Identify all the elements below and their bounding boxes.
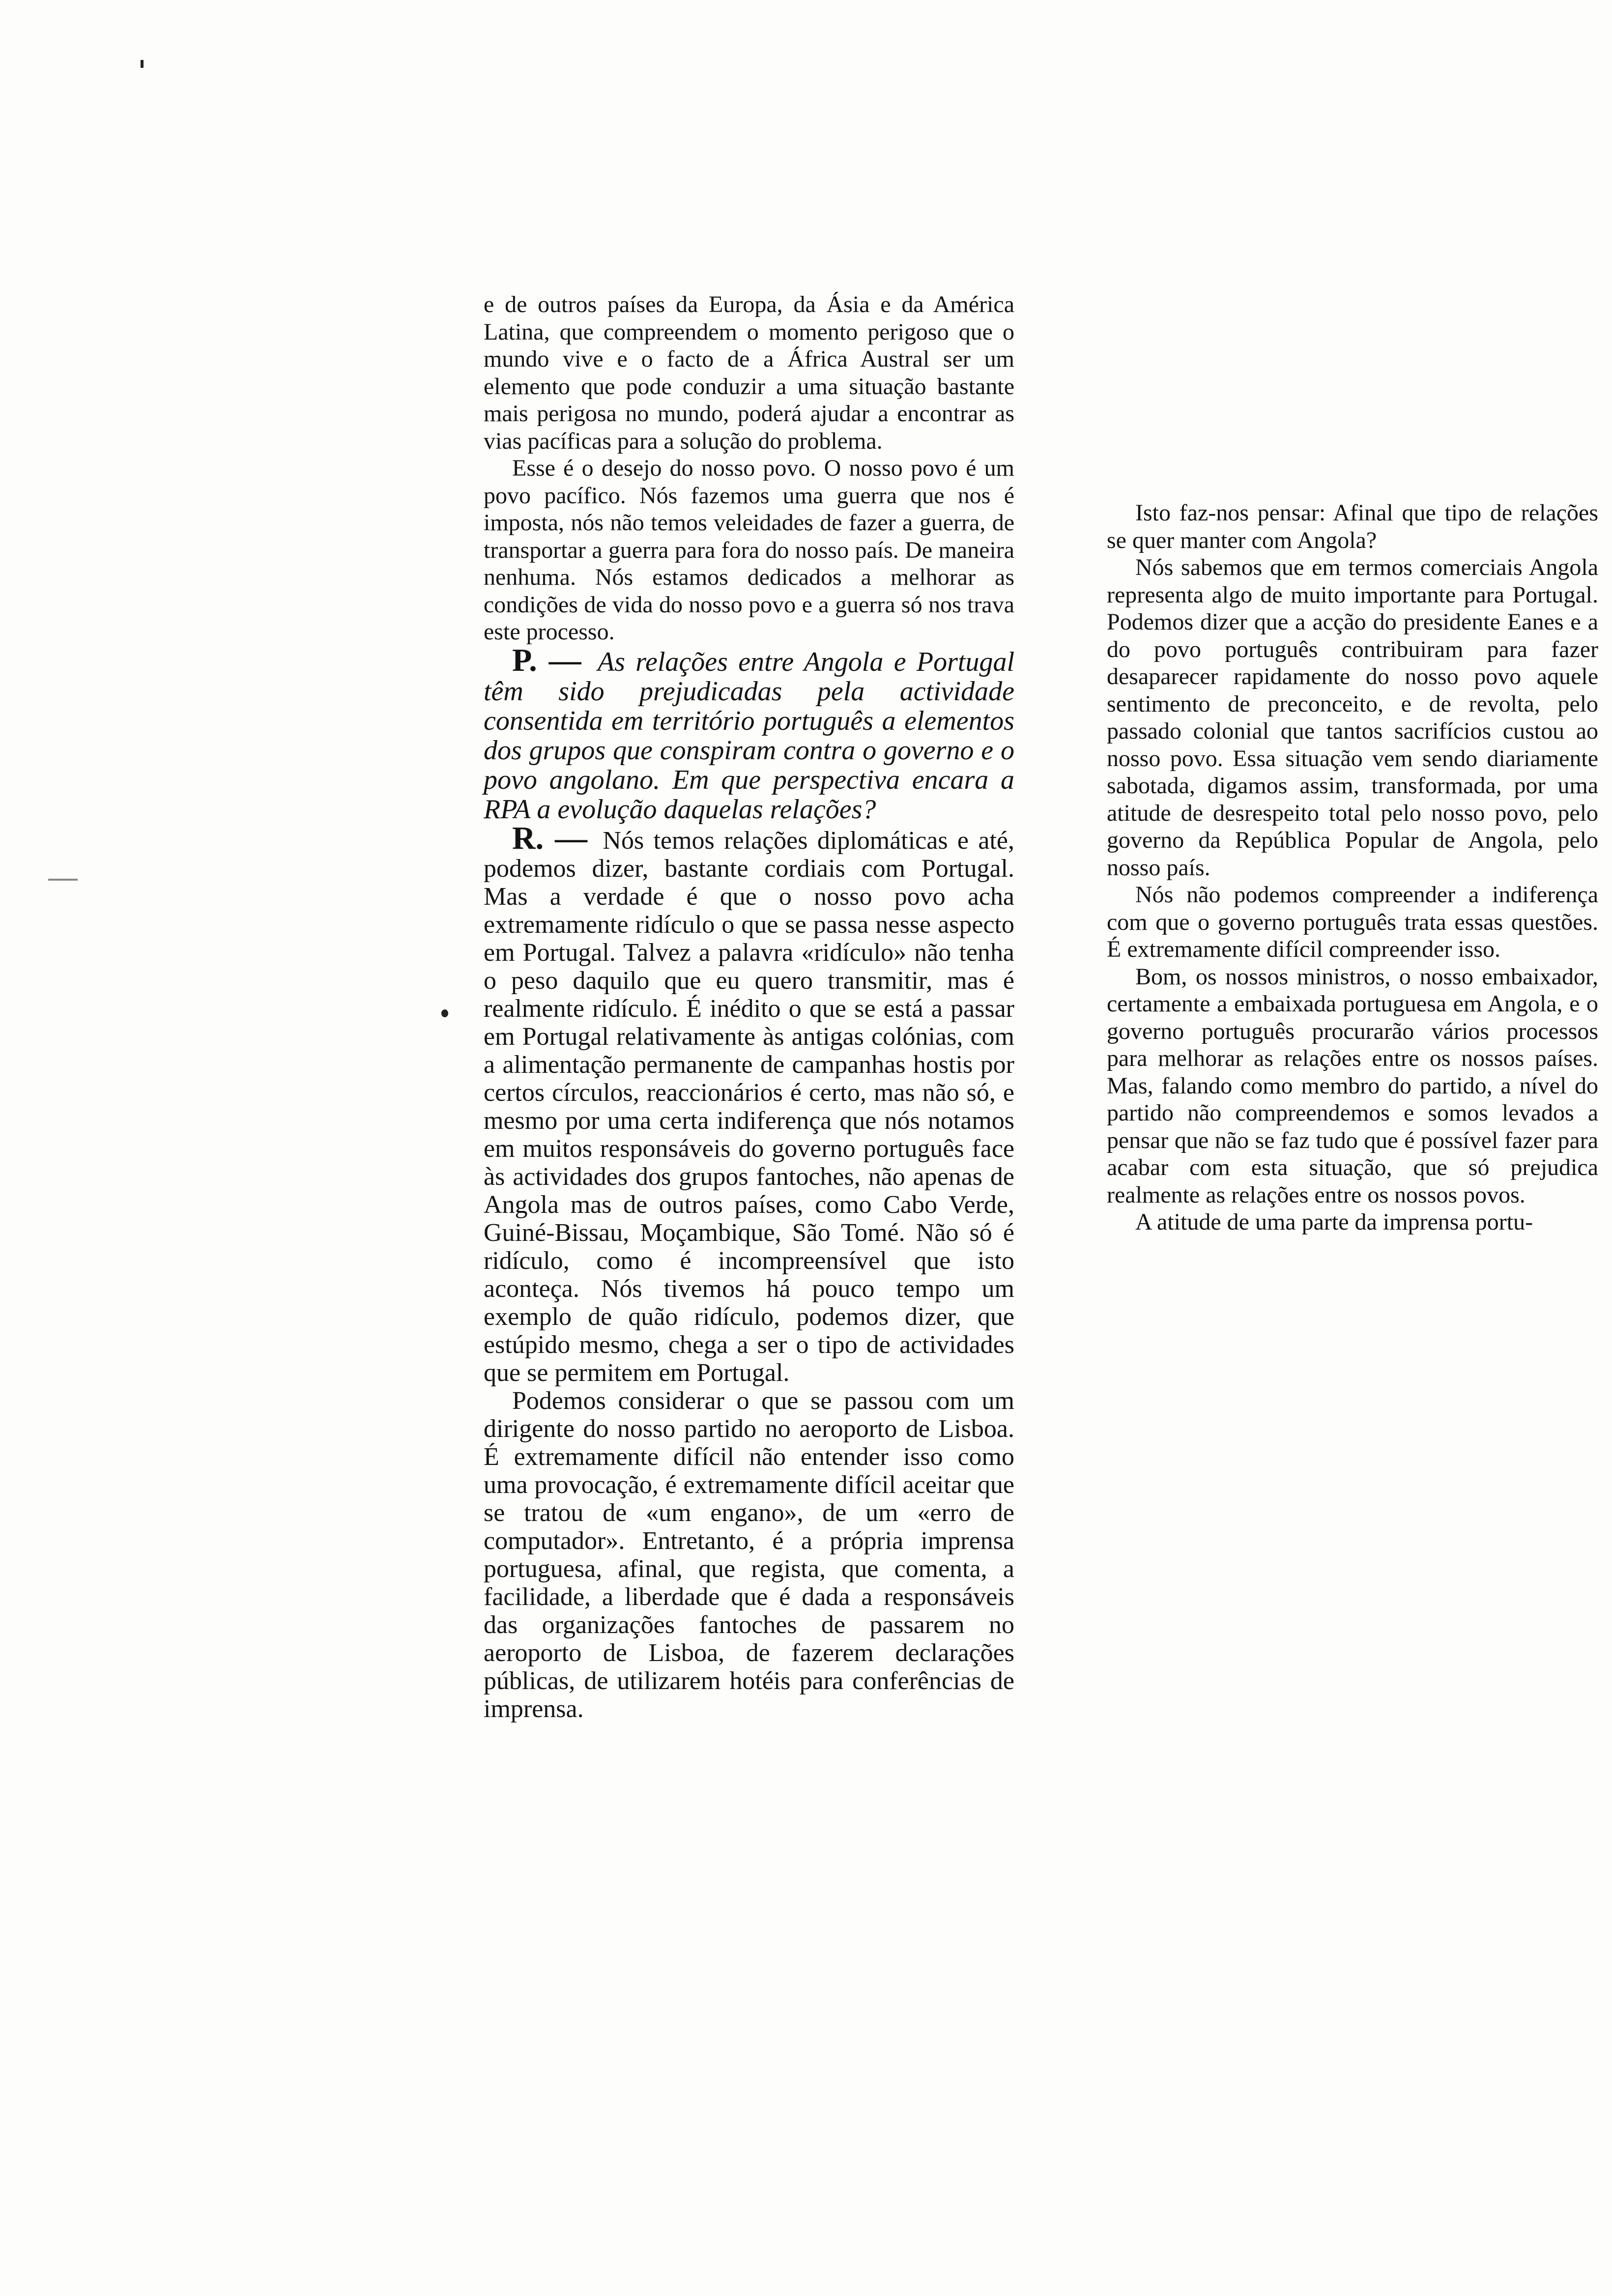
scan-margin-mark	[48, 879, 78, 881]
interview-question	[484, 642, 1015, 825]
interview-answer	[484, 820, 1014, 1387]
paragraph: Esse é o desejo do nosso povo. O nosso povo é um povo pacífico. Nós fazemos uma guerra que nos é imposta, nós não temos veleidades de fazer a guerra, de transportar a guerra para fora do nosso país. De maneira nenhuma. Nós estamos dedicados a melhorar as condições de vida do nosso povo e a guerra só nos trava este processo.	[484, 455, 1014, 645]
right-text-column	[1107, 499, 1598, 1236]
answer-text: Nós temos relações diplomáticas e até, podemos dizer, bastante cordiais com Portugal. Mas a verdade é que o nosso povo acha extremamente ridículo o que se passa nesse aspecto em Portugal. Talvez a palavra «ridículo» não tenha o peso daquilo que eu quero transmitir, mas é realmente ridículo. É inédito o que se está a passar em Portugal relativamente às antigas colónias, com a alimentação permanente de campanhas hostis por certos círculos, reaccionários é certo, mas não só, e mesmo por uma certa indiferença que nós notamos em muitos responsáveis do governo português face às actividades dos grupos fantoches, não apenas de Angola mas de outros países, como Cabo Verde, Guiné-Bissau, Moçambique, São Tomé. Não só é ridículo, como é incompreensível que isto aconteça. Nós tivemos há pouco tempo um exemplo de quão ridículo, podemos dizer, que estúpido mesmo, chega a ser o tipo de actividades que se permitem em Portugal.	[484, 826, 1014, 1387]
question-text: As relações entre Angola e Portugal têm sido prejudicadas pela actividade consentida em território português a elementos dos grupos que conspiram contra o governo e o povo angolano. Em que perspectiva encara a RPA a evolução daquelas relações?	[484, 646, 1015, 825]
answer-marker: R. —	[512, 820, 588, 856]
paragraph: Nós sabemos que em termos comerciais Angola representa algo de muito importante para Portugal. Podemos dizer que a acção do presidente Eanes e a do povo português contribuiram para fazer desaparecer rapidamente do nosso povo aquele sentimento de preconceito, e de revolta, pelo passado colonial que tantos sacrifícios custou ao nosso povo. Essa situação vem sendo diariamente sabotada, digamos assim, transformada, por uma atitude de desrespeito total pelo nosso povo, pelo governo da República Popular de Angola, pelo nosso país.	[1107, 554, 1598, 881]
scan-speck	[141, 60, 144, 68]
paragraph: Podemos considerar o que se passou com um dirigente do nosso partido no aeroporto de Lisboa. É extremamente difícil não entender isso como uma provocação, é extremamente difícil aceitar que se tratou de «um engano», de um «erro de computador». Entretanto, é a própria imprensa portuguesa, afinal, que regista, que comenta, a facilidade, a liberdade que é dada a responsáveis das organizações fantoches de passarem no aeroporto de Lisboa, de fazerem declarações públicas, de utilizarem hotéis para conferências de imprensa.	[484, 1386, 1014, 1723]
paragraph: Nós não podemos compreender a indiferença com que o governo português trata essas questões. É extremamente difícil compreender isso.	[1107, 882, 1598, 962]
left-text-column	[484, 291, 1014, 1723]
paragraph: Bom, os nossos ministros, o nosso embaixador, certamente a embaixada portuguesa em Angola, e o governo português procurarão vários processos para melhorar as relações entre os nossos países. Mas, falando como membro do partido, a nível do partido não compreendemos e somos levados a pensar que não se faz tudo que é possível fazer para acabar com esta situação, que só prejudica realmente as relações entre os nossos povos.	[1107, 963, 1598, 1208]
paragraph: e de outros países da Europa, da Ásia e da América Latina, que compreendem o momento perigoso que o mundo vive e o facto de a África Austral ser um elemento que pode conduzir a uma situação bastante mais perigosa no mundo, poderá ajudar a encontrar as vias pacíficas para a solução do problema.	[484, 291, 1014, 454]
paragraph: A atitude de uma parte da imprensa portu-	[1135, 1209, 1533, 1235]
scan-margin-dot	[441, 1009, 448, 1017]
paragraph: Isto faz-nos pensar: Afinal que tipo de relações se quer manter com Angola?	[1107, 500, 1598, 553]
question-marker: P. —	[512, 642, 581, 678]
